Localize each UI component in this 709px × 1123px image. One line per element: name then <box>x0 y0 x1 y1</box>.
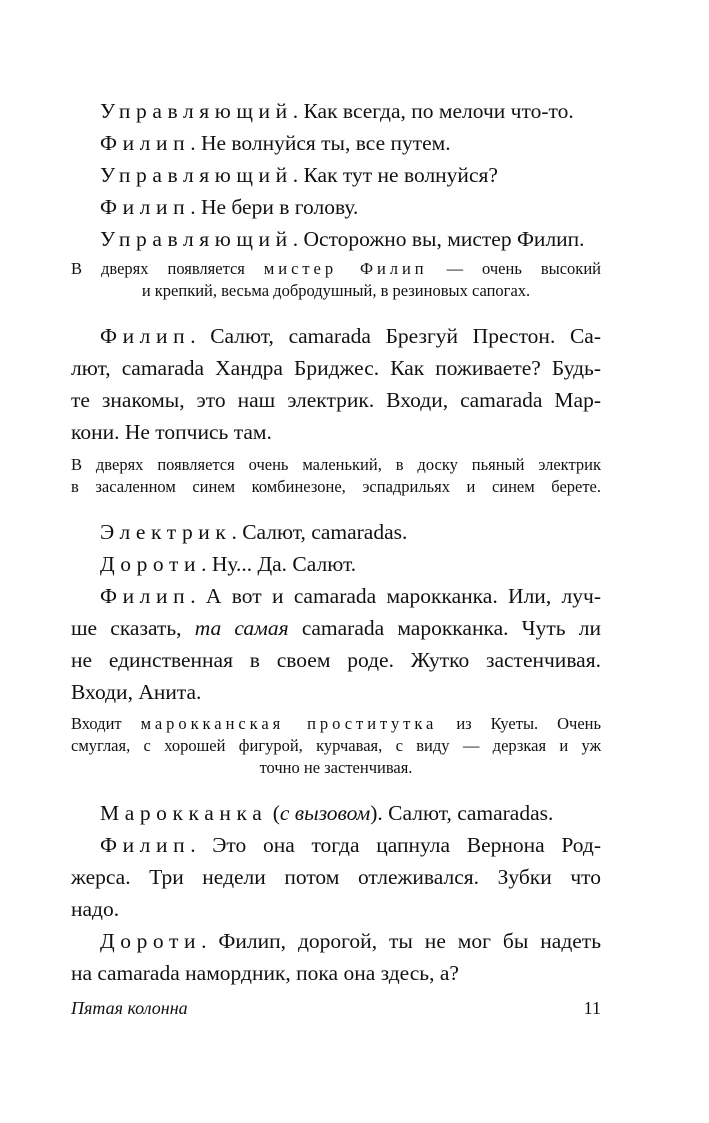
dialogue-line <box>100 191 601 223</box>
dialogue-text: ше сказать, <box>71 616 195 640</box>
speaker-name: Управляющий <box>100 163 293 187</box>
dialogue-line: Входи, Анита. <box>71 680 202 704</box>
speaker-name: Управляющий <box>100 227 293 251</box>
speaker-name: Филип <box>100 324 191 348</box>
stage-direction-line: В дверях появляется очень маленький, в доску пьяный электрик <box>71 455 601 474</box>
emphasis-text: та самая <box>194 616 289 640</box>
running-title: Пятая колонна <box>71 998 188 1018</box>
dialogue-text: . А вот и camarada марокканка. Или, луч- <box>190 584 601 608</box>
dialogue-text: ( <box>267 801 280 825</box>
stage-text: — очень высокий <box>446 259 601 278</box>
page-number: 11 <box>583 998 601 1018</box>
dialogue-line <box>100 95 601 127</box>
dialogue-line <box>100 925 601 957</box>
dialogue-text: . Не бери в голову. <box>190 195 359 219</box>
dialogue-line: жерса. Три недели потом отлеживался. Зубки что <box>71 865 601 889</box>
dialogue-line <box>100 320 601 352</box>
dialogue-line: те знакомы, это наш электрик. Входи, camarada Мар- <box>71 388 601 412</box>
speaker-name: Филип <box>100 131 191 155</box>
speaker-name: Дороти <box>100 552 202 576</box>
stage-direction-line: смуглая, с хорошей фигурой, курчавая, с виду — дерзкая и уж <box>71 736 601 755</box>
dialogue-line <box>100 159 601 191</box>
speaker-name: Филип <box>100 584 191 608</box>
speaker-name: Филип <box>100 195 191 219</box>
stage-direction-line <box>71 713 601 735</box>
stage-direction-line: в засаленном синем комбинезоне, эспадрильях и синем берете. <box>71 477 601 496</box>
dialogue-text: camarada марокканка. Чуть ли <box>288 616 601 640</box>
stage-text: из Куеты. Очень <box>456 714 602 733</box>
dialogue-text: . Как всегда, по мелочи что-то. <box>292 99 574 123</box>
dialogue-line <box>100 829 601 861</box>
speaker-name: Управляющий <box>100 99 293 123</box>
dialogue-line <box>100 127 601 159</box>
dialogue-text: . Филип, дорогой, ты не мог бы надеть <box>201 929 601 953</box>
dialogue-line: лют, camarada Хандра Бриджес. Как поживаете? Будь- <box>71 356 601 380</box>
speaker-name: Электрик <box>100 520 232 544</box>
dialogue-line: не единственная в своем роде. Жутко застенчивая. <box>71 648 601 672</box>
dialogue-line <box>100 797 601 829</box>
dialogue-line: надо. <box>71 897 120 921</box>
dialogue-line <box>100 516 601 548</box>
dialogue-text: . Салют, camaradas. <box>231 520 408 544</box>
dialogue-text: . Как тут не волнуйся? <box>292 163 498 187</box>
speaker-name: Филип <box>100 833 191 857</box>
stage-direction-line: точно не застенчивая. <box>259 758 413 777</box>
stage-remark: с вызовом <box>279 801 371 825</box>
dialogue-text: . Салют, camarada Брезгуй Престон. Са- <box>190 324 601 348</box>
dialogue-line <box>100 223 601 255</box>
dialogue-text: ). Салют, camaradas. <box>370 801 554 825</box>
dialogue-text: . Осторожно вы, мистер Филип. <box>292 227 585 251</box>
stage-text: В дверях появляется <box>71 259 245 278</box>
character-name: марокканская проститутка <box>140 714 438 733</box>
stage-text: Входит <box>71 714 122 733</box>
dialogue-line: на camarada намордник, пока она здесь, а? <box>71 961 459 985</box>
dialogue-text: . Не волнуйся ты, все путем. <box>190 131 451 155</box>
dialogue-line: кони. Не топчись там. <box>71 420 272 444</box>
dialogue-line <box>100 548 601 580</box>
dialogue-line <box>100 580 601 612</box>
character-name: мистер Филип <box>263 259 428 278</box>
dialogue-text: . Это она тогда цапнула Вернона Род- <box>190 833 601 857</box>
dialogue-line <box>71 612 601 644</box>
speaker-name: Марокканка <box>100 801 268 825</box>
speaker-name: Дороти <box>100 929 202 953</box>
stage-direction-line <box>71 258 601 280</box>
stage-direction-line: и крепкий, весьма добродушный, в резиновых сапогах. <box>141 281 531 300</box>
dialogue-text: . Ну... Да. Салют. <box>201 552 357 576</box>
